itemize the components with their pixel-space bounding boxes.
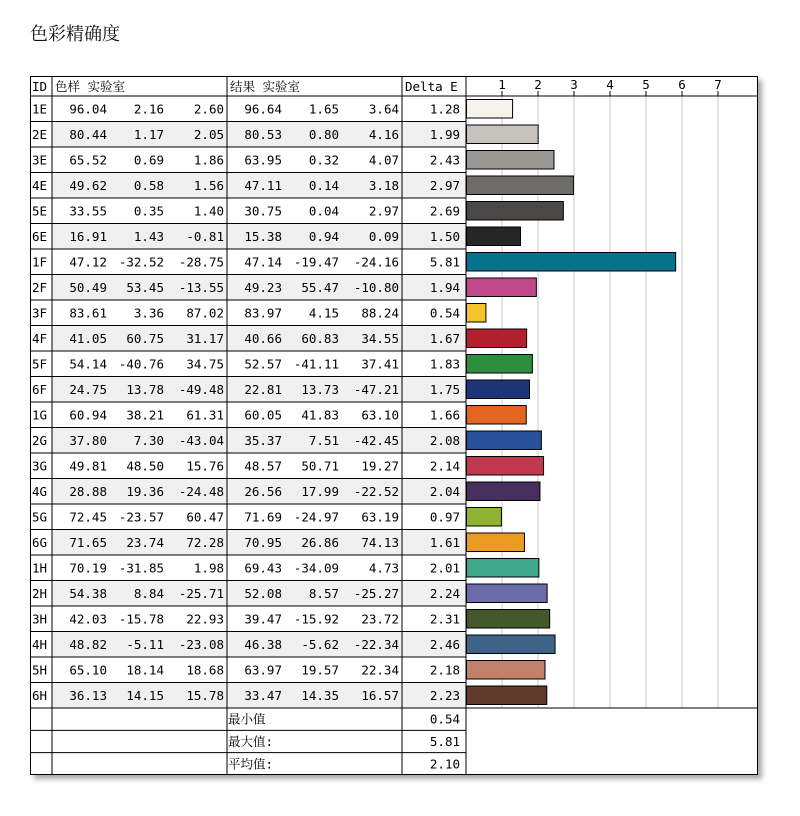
result-lab-value: -24.16 (353, 254, 399, 270)
sample-lab-value: -25.71 (178, 585, 224, 601)
sample-lab-value: -31.85 (118, 560, 164, 576)
result-lab-value: 26.56 (244, 483, 282, 499)
sample-lab-value: -15.78 (118, 611, 164, 627)
delta-e-value: 1.50 (429, 228, 460, 244)
sample-lab-value: 42.03 (69, 611, 107, 627)
sample-lab-value: 22.93 (186, 611, 224, 627)
sample-lab-value: 60.47 (186, 509, 224, 525)
x-tick-label: 2 (534, 77, 542, 92)
sample-lab-value: 60.94 (69, 407, 107, 423)
result-lab-value: -42.45 (353, 432, 399, 448)
sample-lab-value: 18.14 (126, 662, 164, 678)
sample-lab-value: 24.75 (69, 381, 107, 397)
row-id: 6H (32, 687, 48, 703)
delta-e-value: 1.61 (429, 534, 460, 550)
sample-lab-value: 33.55 (69, 203, 107, 219)
summary-value: 0.54 (429, 711, 460, 727)
sample-lab-value: -40.76 (118, 356, 164, 372)
delta-e-bar (467, 227, 521, 246)
result-lab-value: 39.47 (244, 611, 282, 627)
delta-e-value: 2.69 (429, 203, 460, 219)
result-lab-value: 50.71 (301, 458, 339, 474)
delta-e-bar (467, 176, 574, 195)
row-id: 1E (32, 101, 48, 117)
result-lab-value: 63.97 (244, 662, 282, 678)
row-id: 5F (32, 356, 48, 372)
sample-lab-value: 83.61 (69, 305, 107, 321)
delta-e-value: 1.75 (429, 381, 460, 397)
header-sample: 色样 实验室 (55, 79, 126, 94)
sample-lab-value: -49.48 (178, 381, 224, 397)
sample-lab-value: -23.08 (178, 636, 224, 652)
result-lab-value: 7.51 (308, 432, 339, 448)
result-lab-value: -22.34 (353, 636, 399, 652)
sample-lab-value: -5.11 (126, 636, 164, 652)
x-tick-label: 5 (642, 77, 650, 92)
result-lab-value: -24.97 (293, 509, 339, 525)
sample-lab-value: 37.80 (69, 432, 107, 448)
sample-lab-value: 0.69 (133, 152, 164, 168)
delta-e-value: 2.43 (429, 152, 460, 168)
summary-value: 5.81 (429, 734, 460, 749)
delta-e-bar (467, 457, 544, 476)
row-id: 1F (32, 254, 48, 270)
delta-e-bar (467, 482, 540, 501)
header-result: 结果 实验室 (230, 79, 301, 94)
delta-e-value: 5.81 (429, 254, 460, 270)
row-id: 3H (32, 611, 48, 627)
result-lab-value: 3.18 (368, 177, 399, 193)
delta-e-value: 2.23 (429, 687, 460, 703)
sample-lab-value: 1.98 (193, 560, 224, 576)
delta-e-value: 1.28 (429, 101, 460, 117)
result-lab-value: 30.75 (244, 203, 282, 219)
result-lab-value: 60.05 (244, 407, 282, 423)
delta-e-value: 1.67 (429, 330, 460, 346)
delta-e-bar (467, 406, 527, 425)
sample-lab-value: 16.91 (69, 228, 107, 244)
delta-e-bar (467, 508, 502, 527)
delta-e-bar (467, 610, 550, 629)
result-lab-value: 63.95 (244, 152, 282, 168)
result-lab-value: 19.27 (361, 458, 399, 474)
row-id: 4H (32, 636, 48, 652)
delta-e-value: 2.08 (429, 432, 460, 448)
result-lab-value: 33.47 (244, 687, 282, 703)
delta-e-value: 0.97 (429, 509, 460, 525)
result-lab-value: 69.43 (244, 560, 282, 576)
sample-lab-value: 54.38 (69, 585, 107, 601)
sample-lab-value: 31.17 (186, 330, 224, 346)
sample-lab-value: 71.65 (69, 534, 107, 550)
sample-lab-value: 38.21 (126, 407, 164, 423)
sample-lab-value: 13.78 (126, 381, 164, 397)
sample-lab-value: 15.76 (186, 458, 224, 474)
result-lab-value: 40.66 (244, 330, 282, 346)
delta-e-bar (467, 329, 527, 348)
row-id: 4F (32, 330, 48, 346)
result-lab-value: -22.52 (353, 483, 399, 499)
sample-lab-value: -32.52 (118, 254, 164, 270)
sample-lab-value: 48.82 (69, 636, 107, 652)
delta-e-value: 1.66 (429, 407, 460, 423)
delta-e-value: 2.97 (429, 177, 460, 193)
row-id: 1G (32, 407, 48, 423)
result-lab-value: 17.99 (301, 483, 339, 499)
row-id: 5H (32, 662, 48, 678)
delta-e-bar (467, 635, 556, 654)
row-id: 4G (32, 483, 48, 499)
row-id: 5G (32, 509, 48, 525)
row-id: 6F (32, 381, 48, 397)
color-accuracy-table (30, 76, 758, 775)
delta-e-value: 1.99 (429, 126, 460, 142)
sample-lab-value: 61.31 (186, 407, 224, 423)
delta-e-bar (467, 202, 564, 221)
result-lab-value: 4.16 (368, 126, 399, 142)
delta-e-bar (467, 100, 513, 119)
delta-e-bar (467, 533, 525, 552)
result-lab-value: 47.11 (244, 177, 282, 193)
sample-lab-value: 70.19 (69, 560, 107, 576)
sample-lab-value: 47.12 (69, 254, 107, 270)
sample-lab-value: 49.81 (69, 458, 107, 474)
sample-lab-value: 53.45 (126, 279, 164, 295)
sample-lab-value: 1.43 (133, 228, 164, 244)
x-tick-label: 3 (570, 77, 578, 92)
delta-e-bar (467, 584, 548, 603)
sample-lab-value: 19.36 (126, 483, 164, 499)
sample-lab-value: 41.05 (69, 330, 107, 346)
row-id: 2E (32, 126, 48, 142)
result-lab-value: 0.09 (368, 228, 399, 244)
row-id: 3E (32, 152, 48, 168)
sample-lab-value: 96.04 (69, 101, 107, 117)
result-lab-value: 16.57 (361, 687, 399, 703)
delta-e-value: 2.14 (429, 458, 460, 474)
delta-e-value: 1.94 (429, 279, 460, 295)
sample-lab-value: 34.75 (186, 356, 224, 372)
row-id: 3G (32, 458, 48, 474)
result-lab-value: 0.04 (308, 203, 339, 219)
result-lab-value: -34.09 (293, 560, 339, 576)
sample-lab-value: 60.75 (126, 330, 164, 346)
sample-lab-value: 65.10 (69, 662, 107, 678)
result-lab-value: 80.53 (244, 126, 282, 142)
delta-e-value: 0.54 (429, 305, 460, 321)
sample-lab-value: 1.40 (193, 203, 224, 219)
delta-e-value: 2.01 (429, 560, 460, 576)
summary-value: 2.10 (429, 756, 460, 772)
result-lab-value: 63.19 (361, 509, 399, 525)
x-tick-label: 1 (498, 77, 506, 92)
row-id: 2F (32, 279, 48, 295)
result-lab-value: 47.14 (244, 254, 282, 270)
sample-lab-value: 1.86 (193, 152, 224, 168)
result-lab-value: 46.38 (244, 636, 282, 652)
result-lab-value: 35.37 (244, 432, 282, 448)
delta-e-value: 2.46 (429, 636, 460, 652)
sample-lab-value: -13.55 (178, 279, 224, 295)
result-lab-value: -10.80 (353, 279, 399, 295)
result-lab-value: 52.57 (244, 356, 282, 372)
row-id: 4E (32, 177, 48, 193)
result-lab-value: 71.69 (244, 509, 282, 525)
result-lab-value: 3.64 (368, 101, 399, 117)
result-lab-value: 4.07 (368, 152, 399, 168)
sample-lab-value: 0.35 (133, 203, 164, 219)
result-lab-value: 14.35 (301, 687, 339, 703)
result-lab-value: 60.83 (301, 330, 339, 346)
result-lab-value: -5.62 (301, 636, 339, 652)
sample-lab-value: 72.45 (69, 509, 107, 525)
result-lab-value: -25.27 (353, 585, 399, 601)
sample-lab-value: 2.05 (193, 126, 224, 142)
result-lab-value: 0.14 (308, 177, 339, 193)
result-lab-value: 74.13 (361, 534, 399, 550)
sample-lab-value: 0.58 (133, 177, 164, 193)
delta-e-bar (467, 431, 542, 450)
delta-e-bar (467, 278, 537, 297)
row-id: 2G (32, 432, 48, 448)
sample-lab-value: 65.52 (69, 152, 107, 168)
sample-lab-value: 2.60 (193, 101, 224, 117)
result-lab-value: 0.94 (308, 228, 339, 244)
delta-e-bar (467, 380, 530, 399)
delta-e-bar (467, 661, 545, 680)
x-tick-label: 6 (678, 77, 686, 92)
sample-lab-value: 8.84 (133, 585, 164, 601)
color-accuracy-chart (30, 76, 758, 775)
result-lab-value: 34.55 (361, 330, 399, 346)
result-lab-value: 96.64 (244, 101, 282, 117)
sample-lab-value: -23.57 (118, 509, 164, 525)
row-id: 6E (32, 228, 48, 244)
row-id: 6G (32, 534, 48, 550)
x-tick-label: 4 (606, 77, 614, 92)
sample-lab-value: 87.02 (186, 305, 224, 321)
result-lab-value: 22.81 (244, 381, 282, 397)
sample-lab-value: 72.28 (186, 534, 224, 550)
result-lab-value: 4.15 (308, 305, 339, 321)
result-lab-value: 52.08 (244, 585, 282, 601)
result-lab-value: 1.65 (308, 101, 339, 117)
result-lab-value: 22.34 (361, 662, 399, 678)
sample-lab-value: 23.74 (126, 534, 164, 550)
sample-lab-value: 2.16 (133, 101, 164, 117)
result-lab-value: -15.92 (293, 611, 339, 627)
result-lab-value: 83.97 (244, 305, 282, 321)
sample-lab-value: 36.13 (69, 687, 107, 703)
sample-lab-value: 18.68 (186, 662, 224, 678)
sample-lab-value: 3.36 (133, 305, 164, 321)
result-lab-value: 70.95 (244, 534, 282, 550)
row-id: 3F (32, 305, 48, 321)
delta-e-bar (467, 125, 539, 144)
sample-lab-value: 14.15 (126, 687, 164, 703)
sample-lab-value: -0.81 (186, 228, 224, 244)
delta-e-bar (467, 253, 676, 272)
delta-e-value: 2.04 (429, 483, 460, 499)
sample-lab-value: 28.88 (69, 483, 107, 499)
result-lab-value: 63.10 (361, 407, 399, 423)
result-lab-value: 26.86 (301, 534, 339, 550)
header-id: ID (32, 79, 48, 94)
sample-lab-value: 50.49 (69, 279, 107, 295)
delta-e-bar (467, 686, 547, 705)
summary-label: 最小值 (228, 711, 266, 727)
sample-lab-value: 7.30 (133, 432, 164, 448)
result-lab-value: 0.80 (308, 126, 339, 142)
delta-e-bar (467, 304, 486, 323)
result-lab-value: 55.47 (301, 279, 339, 295)
sample-lab-value: -28.75 (178, 254, 224, 270)
x-tick-label: 7 (714, 77, 722, 92)
delta-e-bar (467, 355, 533, 374)
summary-label: 平均值: (228, 756, 274, 772)
sample-lab-value: 54.14 (69, 356, 107, 372)
delta-e-value: 2.31 (429, 611, 460, 627)
delta-e-value: 2.18 (429, 662, 460, 678)
page-title: 色彩精确度 (30, 24, 120, 45)
result-lab-value: 0.32 (308, 152, 339, 168)
result-lab-value: 88.24 (361, 305, 399, 321)
result-lab-value: 2.97 (368, 203, 399, 219)
sample-lab-value: -43.04 (178, 432, 224, 448)
delta-e-bar (467, 559, 539, 578)
sample-lab-value: 80.44 (69, 126, 107, 142)
result-lab-value: 48.57 (244, 458, 282, 474)
result-lab-value: 49.23 (244, 279, 282, 295)
result-lab-value: 19.57 (301, 662, 339, 678)
result-lab-value: 4.73 (368, 560, 399, 576)
result-lab-value: 23.72 (361, 611, 399, 627)
sample-lab-value: 48.50 (126, 458, 164, 474)
result-lab-value: -19.47 (293, 254, 339, 270)
sample-lab-value: 1.17 (133, 126, 164, 142)
result-lab-value: 13.73 (301, 381, 339, 397)
result-lab-value: 41.83 (301, 407, 339, 423)
delta-e-bar (467, 151, 554, 170)
sample-lab-value: -24.48 (178, 483, 224, 499)
row-id: 5E (32, 203, 48, 219)
delta-e-value: 1.83 (429, 356, 460, 372)
result-lab-value: 15.38 (244, 228, 282, 244)
sample-lab-value: 15.78 (186, 687, 224, 703)
row-id: 2H (32, 585, 48, 601)
delta-e-value: 2.24 (429, 585, 460, 601)
result-lab-value: 37.41 (361, 356, 399, 372)
sample-lab-value: 49.62 (69, 177, 107, 193)
header-delta: Delta E (405, 79, 458, 94)
result-lab-value: -47.21 (353, 381, 399, 397)
result-lab-value: -41.11 (293, 356, 339, 372)
summary-label: 最大值: (228, 734, 274, 749)
row-id: 1H (32, 560, 48, 576)
sample-lab-value: 1.56 (193, 177, 224, 193)
result-lab-value: 8.57 (308, 585, 339, 601)
